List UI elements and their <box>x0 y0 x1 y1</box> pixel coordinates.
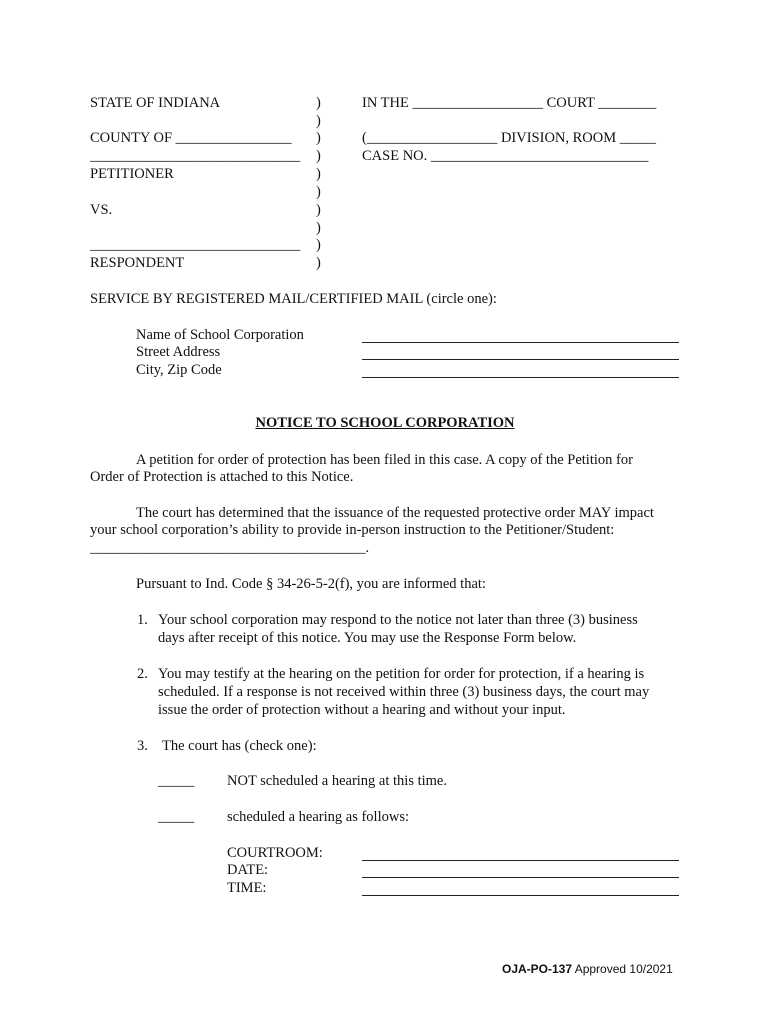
caption-paren: ) <box>316 148 321 164</box>
courtroom-label: COURTROOM: <box>227 845 323 861</box>
form-footer <box>502 961 673 978</box>
caption-paren: ) <box>316 220 321 236</box>
city-zip-field[interactable] <box>362 377 679 378</box>
item-number: 1. <box>137 612 148 628</box>
item-2-line-3: issue the order of protection without a hearing and without your input. <box>158 702 566 718</box>
caption-paren: ) <box>316 95 321 111</box>
paragraph-1-line-2: Order of Protection is attached to this Notice. <box>90 469 354 485</box>
paragraph-2-line-2: your school corporation’s ability to provide in-person instruction to the Petitioner/Student: <box>90 522 615 538</box>
county-field[interactable]: COUNTY OF ________________ <box>90 130 292 146</box>
not-scheduled-label: NOT scheduled a hearing at this time. <box>227 773 447 789</box>
courtroom-field[interactable] <box>362 860 679 861</box>
city-zip-label: City, Zip Code <box>136 362 222 378</box>
student-name-field[interactable]: ______________________________________. <box>90 540 370 556</box>
time-field[interactable] <box>362 895 679 896</box>
respondent-name-field[interactable]: _____________________________ <box>90 237 301 253</box>
date-label: DATE: <box>227 862 269 878</box>
service-heading: SERVICE BY REGISTERED MAIL/CERTIFIED MAIL (circle one): <box>90 291 497 307</box>
caption-paren: ) <box>316 237 321 253</box>
item-3-line-1: The court has (check one): <box>162 738 317 754</box>
caption-paren: ) <box>316 113 321 129</box>
item-1-line-2: days after receipt of this notice. You may use the Response Form below. <box>158 630 577 646</box>
item-1-line-1: Your school corporation may respond to the notice not later than three (3) business <box>158 612 638 628</box>
caption-paren: ) <box>316 202 321 218</box>
caption-paren: ) <box>316 166 321 182</box>
item-number: 2. <box>137 666 148 682</box>
respondent-label: RESPONDENT <box>90 255 185 271</box>
date-field[interactable] <box>362 877 679 878</box>
caption-paren: ) <box>316 130 321 146</box>
caption-paren: ) <box>316 184 321 200</box>
street-address-label: Street Address <box>136 344 221 360</box>
case-number-field[interactable]: CASE NO. ______________________________ <box>362 148 649 164</box>
division-room-field[interactable]: (__________________ DIVISION, ROOM _____ <box>362 130 657 146</box>
item-2-line-2: scheduled. If a response is not received within three (3) business days, the court may <box>158 684 650 700</box>
item-number: 3. <box>137 738 148 754</box>
scheduled-label: scheduled a hearing as follows: <box>227 809 410 825</box>
petitioner-name-field[interactable]: _____________________________ <box>90 148 301 164</box>
school-name-label: Name of School Corporation <box>136 327 304 343</box>
court-field[interactable]: IN THE __________________ COURT ________ <box>362 95 657 111</box>
paragraph-1-line-1: A petition for order of protection has been filed in this case. A copy of the Petition for <box>136 452 633 468</box>
state-label: STATE OF INDIANA <box>90 95 221 111</box>
notice-title: NOTICE TO SCHOOL CORPORATION <box>255 415 515 431</box>
approval-date: Approved 10/2021 <box>572 962 673 976</box>
time-label: TIME: <box>227 880 267 896</box>
caption-paren: ) <box>316 255 321 271</box>
versus-label: VS. <box>90 202 113 218</box>
school-name-field[interactable] <box>362 342 679 343</box>
not-scheduled-checkbox[interactable]: _____ <box>158 773 195 789</box>
pursuant-statement: Pursuant to Ind. Code § 34-26-5-2(f), you are informed that: <box>136 576 486 592</box>
street-address-field[interactable] <box>362 359 679 360</box>
petitioner-label: PETITIONER <box>90 166 174 182</box>
paragraph-2-line-1: The court has determined that the issuance of the requested protective order MAY impact <box>136 505 654 521</box>
form-id: OJA-PO-137 <box>502 962 573 976</box>
item-2-line-1: You may testify at the hearing on the petition for order for protection, if a hearing is <box>158 666 645 682</box>
scheduled-checkbox[interactable]: _____ <box>158 809 195 825</box>
